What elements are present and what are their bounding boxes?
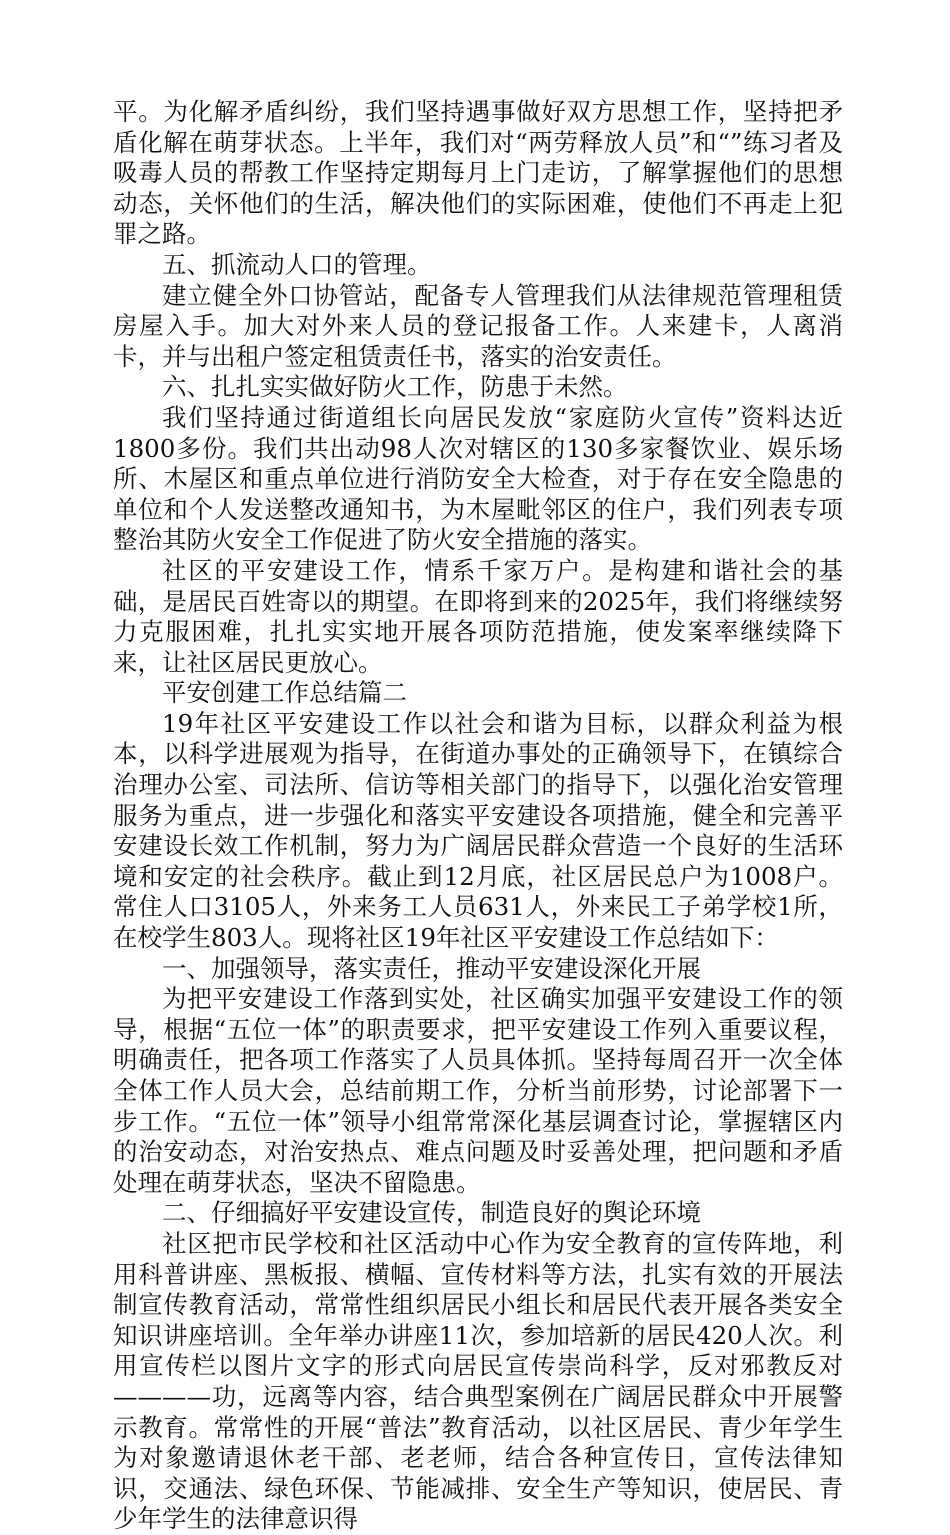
- document-body: [113, 97, 843, 1535]
- paragraph: 我们坚持通过街道组长向居民发放“家庭防火宣传”资料达近1800多份。我们共出动98人次对辖区的130多家餐饮业、娱乐场所、木屋区和重点单位进行消防安全大检查，对于存在安全隐患的单位和个人发送整改通知书，为木屋毗邻区的住户，我们列表专项整治其防火安全工作促进了防火安全措施的落实。: [113, 402, 843, 555]
- paragraph: 社区的平安建设工作，情系千家万户。是构建和谐社会的基础，是居民百姓寄以的期望。在即将到来的2025年，我们将继续努力克服困难，扎扎实实地开展各项防范措施，使发案率继续降下来，让社区居民更放心。: [113, 555, 843, 677]
- section-heading: 一、加强领导，落实责任，推动平安建设深化开展: [162, 953, 701, 983]
- paragraph: 为把平安建设工作落到实处，社区确实加强平安建设工作的领导，根据“五位一体”的职责要求，把平安建设工作列入重要议程，明确责任，把各项工作落实了人员具体抓。坚持每周召开一次全体全体工作人员大会，总结前期工作，分析当前形势，讨论部署下一步工作。“五位一体”领导小组常常深化基层调查讨论，掌握辖区内的治安动态，对治安热点、难点问题及时妥善处理，把问题和矛盾处理在萌芽状态，坚决不留隐患。: [113, 984, 843, 1197]
- paragraph: 社区把市民学校和社区活动中心作为安全教育的宣传阵地，利用科普讲座、黑板报、横幅、宣传材料等方法，扎实有效的开展法制宣传教育活动，常常性组织居民小组长和居民代表开展各类安全知识讲座培训。全年举办讲座11次，参加培新的居民420人次。利用宣传栏以图片文字的形式向居民宣传崇尚科学，反对邪教反对————功，远离等内容，结合典型案例在广阔居民群众中开展警示教育。常常性的开展“普法”教育活动，以社区居民、青少年学生为对象邀请退休老干部、老老师，结合各种宣传日，宣传法律知识，交通法、绿色环保、节能减排、安全生产等知识，使居民、青少年学生的法律意识得: [113, 1228, 843, 1534]
- section-heading: 五、抓流动人口的管理。: [162, 249, 432, 279]
- paragraph: 平。为化解矛盾纠纷，我们坚持遇事做好双方思想工作，坚持把矛盾化解在萌芽状态。上半年，我们对“两劳释放人员”和“”练习者及吸毒人员的帮教工作坚持定期每月上门走访，了解掌握他们的思想动态，关怀他们的生活，解决他们的实际困难，使他们不再走上犯罪之路。: [113, 97, 843, 249]
- paragraph: 19年社区平安建设工作以社会和谐为目标，以群众利益为根本，以科学进展观为指导，在街道办事处的正确领导下，在镇综合治理办公室、司法所、信访等相关部门的指导下，以强化治安管理服务为重点，进一步强化和落实平安建设各项措施，健全和完善平安建设长效工作机制，努力为广阔居民群众营造一个良好的生活环境和安定的社会秩序。截止到12月底，社区居民总户为1008户。常住人口3105人，外来务工人员631人，外来民工子弟学校1所，在校学生803人。现将社区19年社区平安建设工作总结如下：: [113, 708, 843, 953]
- article-title: 平安创建工作总结篇二: [162, 678, 407, 708]
- section-heading: 二、仔细搞好平安建设宣传，制造良好的舆论环境: [162, 1198, 701, 1228]
- section-heading: 六、扎扎实实做好防火工作，防患于未然。: [162, 372, 628, 402]
- paragraph: 建立健全外口协管站，配备专人管理我们从法律规范管理租赁房屋入手。加大对外来人员的登记报备工作。人来建卡，人离消卡，并与出租户签定租赁责任书，落实的治安责任。: [113, 280, 843, 371]
